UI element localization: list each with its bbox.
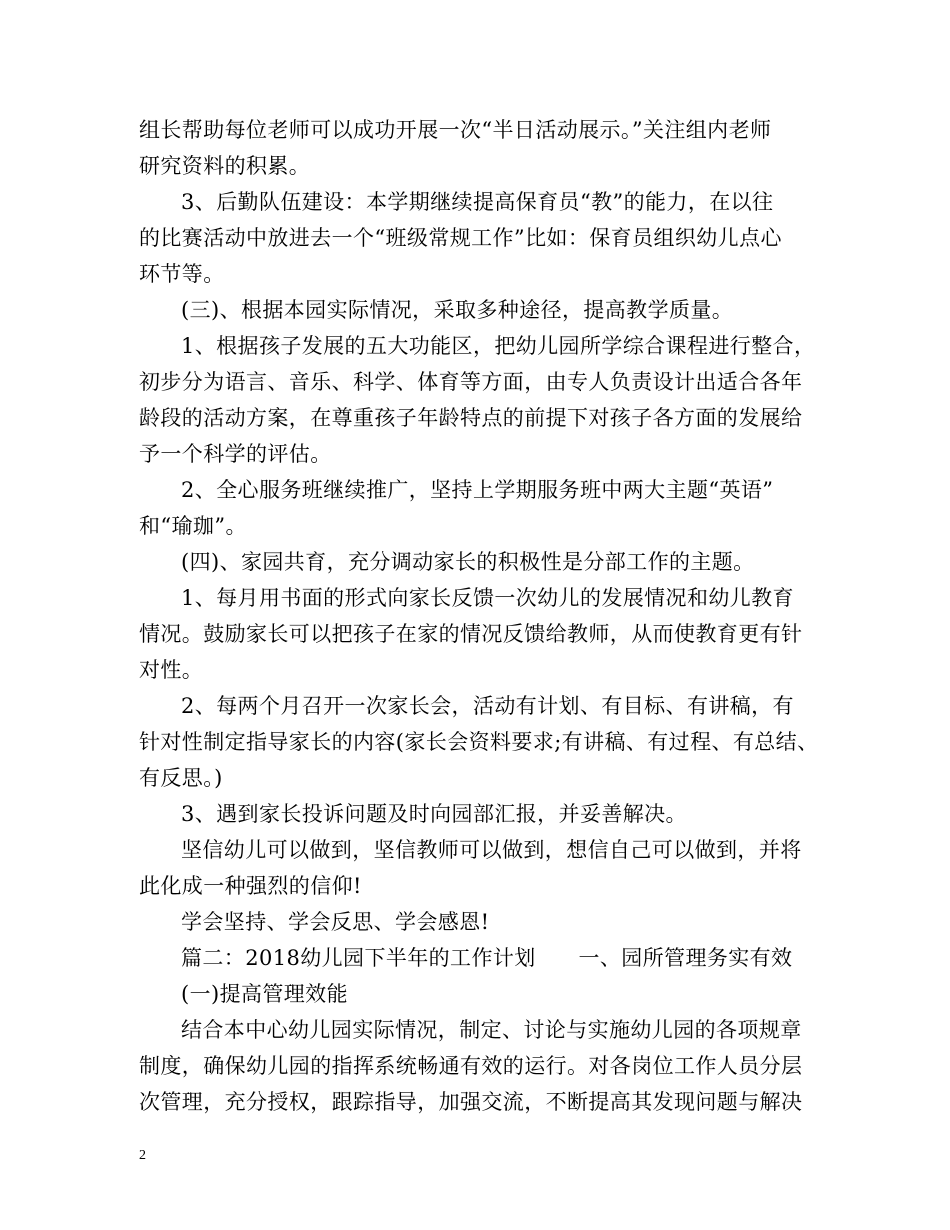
paragraph (139, 472, 829, 544)
text-line: 篇二：2018幼儿园下半年的工作计划 一、园所管理务实有效 (181, 946, 793, 970)
paragraph (139, 688, 829, 796)
paragraph (139, 328, 829, 472)
text-line: 组长帮助每位老师可以成功开展一次“半日活动展示。”关注组内老师 (139, 118, 772, 142)
text-line: 2、每两个月召开一次家长会，活动有计划、有目标、有讲稿，有 (181, 694, 794, 718)
paragraph (139, 184, 829, 292)
paragraph (139, 112, 829, 184)
paragraph (139, 796, 829, 832)
text-line: 情况。鼓励家长可以把孩子在家的情况反馈给教师，从而使教育更有针 (139, 622, 803, 646)
text-line: 制度，确保幼儿园的指挥系统畅通有效的运行。对各岗位工作人员分层 (139, 1054, 803, 1078)
paragraph (139, 544, 829, 580)
text-line: 1、每月用书面的形式向家长反馈一次幼儿的发展情况和幼儿教育 (181, 586, 794, 610)
paragraph (139, 976, 829, 1012)
text-line: 3、遇到家长投诉问题及时向园部汇报，并妥善解决。 (181, 802, 687, 826)
text-line: 次管理，充分授权，跟踪指导，加强交流，不断提高其发现问题与解决 (139, 1090, 803, 1114)
paragraph (139, 832, 829, 904)
text-line: 坚信幼儿可以做到，坚信教师可以做到，想信自己可以做到，并将 (181, 838, 802, 862)
text-line: 龄段的活动方案，在尊重孩子年龄特点的前提下对孩子各方面的发展给 (139, 406, 803, 430)
text-line: (三)、根据本园实际情况，采取多种途径，提高教学质量。 (181, 298, 734, 322)
page-number: 2 (139, 1148, 146, 1163)
text-line: (四)、家园共育，充分调动家长的积极性是分部工作的主题。 (181, 550, 755, 574)
text-line: 对性。 (139, 658, 204, 682)
text-line: 针对性制定指导家长的内容(家长会资料要求;有讲稿、有过程、有总结、 (139, 730, 819, 754)
text-line: 3、后勤队伍建设：本学期继续提高保育员“教”的能力，在以往 (181, 190, 774, 214)
text-line: 予一个科学的评估。 (139, 442, 332, 466)
paragraph (139, 1012, 829, 1120)
text-line: 环节等。 (139, 262, 225, 286)
text-line: 结合本中心幼儿园实际情况，制定、讨论与实施幼儿园的各项规章 (181, 1018, 802, 1042)
paragraph (139, 292, 829, 328)
text-line: (一)提高管理效能 (181, 982, 348, 1006)
text-line: 研究资料的积累。 (139, 154, 311, 178)
text-line: 1、根据孩子发展的五大功能区，把幼儿园所学综合课程进行整合， (181, 334, 816, 358)
text-line: 学会坚持、学会反思、学会感恩! (181, 910, 490, 934)
text-line: 的比赛活动中放进去一个“班级常规工作”比如：保育员组织幼儿点心 (139, 226, 782, 250)
paragraph (139, 940, 829, 976)
text-line: 初步分为语言、音乐、科学、体育等方面，由专人负责设计出适合各年 (139, 370, 803, 394)
text-line: 此化成一种强烈的信仰! (139, 874, 362, 898)
paragraph (139, 904, 829, 940)
document-body (139, 112, 829, 1120)
text-line: 有反思。) (139, 766, 223, 790)
text-line: 2、全心服务班继续推广，坚持上学期服务班中两大主题“英语” (181, 478, 774, 502)
paragraph (139, 580, 829, 688)
text-line: 和“瑜珈”。 (139, 514, 247, 538)
